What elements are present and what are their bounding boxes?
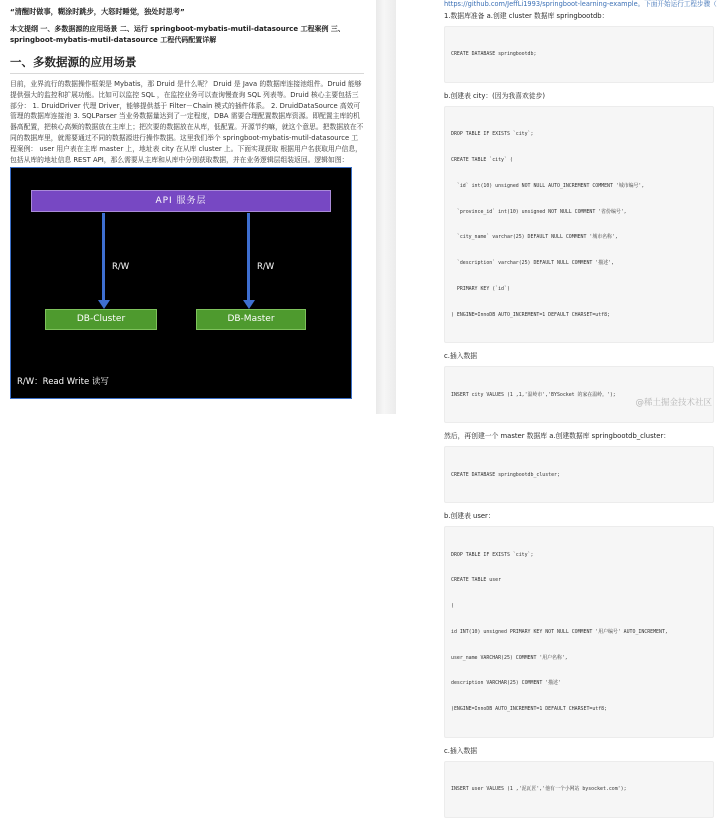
outline-summary: 本文提纲 一、多数据源的应用场景 二、运行 springboot-mybatis-mutil-datasource 工程案例 三、springboot-mybatis-mutil-datasource 工程代码配置详解 xyxy=(10,25,345,44)
left-page xyxy=(0,0,376,414)
code-line: CREATE DATABASE springbootdb; xyxy=(451,51,537,58)
site-watermark: @稀土掘金技术社区 xyxy=(635,398,712,408)
step-label: b.创建表 user： xyxy=(444,512,495,521)
code-block-create-user xyxy=(444,526,714,738)
api-service-layer-box: API 服务层 xyxy=(31,190,331,212)
code-line: DROP TABLE IF EXISTS `city`; xyxy=(451,551,534,558)
code-line: DROP TABLE IF EXISTS `city`; xyxy=(451,131,534,138)
architecture-diagram xyxy=(10,167,352,399)
page-gutter xyxy=(376,0,396,414)
step-label: c.插入数据 xyxy=(444,747,478,755)
section-heading: 一、多数据源的应用场景 xyxy=(10,55,137,69)
code-line: `province_id` int(10) unsigned NOT NULL COMMENT '省份编号', xyxy=(451,208,627,215)
epigraph-quote: “清醒时做事，糊涂时跳步，大怒时睡觉，独处时思考” xyxy=(10,7,185,16)
code-block-create-springbootdb xyxy=(444,26,714,83)
right-page xyxy=(396,0,720,793)
code-line: INSERT user VALUES (1 ,'泥瓦匠','他有一个小网站 bysocket.com'); xyxy=(451,786,627,793)
rw-label-left: R/W xyxy=(112,262,130,273)
code-line: ( xyxy=(451,603,454,610)
code-line: INSERT city VALUES (1 ,1,'温岭市','BYSocket 的家在温岭。'); xyxy=(451,391,616,398)
body-paragraph: 目前，业界流行的数据操作框架是 Mybatis，那 Druid 是什么呢？ Druid 是 Java 的数据库连接池组件。Druid 能够提供强大的监控和扩展功能。比如可以监控 SQL ，在监控业务可以查询慢查询 SQL 列表等。Druid 核心主要包括三部分： 1. DruidDriver 代理 Driver，能够提供基于 Filter－Chain 模式的插件体系。 2. DruidDataSource 高效可管理的数据库连接池 3. SQLParser 当业务数据量达到了一定程度，DBA 需要合理配置数据库资源。即配置主库的机器高配置，把核心高频的数据放在主库上；把次要的数据放在从库，低配置。开源节约嘛，就这个意思。把数据放在不同的数据库里，就需要通过不同的数据源进行操作数据。这里我们举个 springboot-mybatis-mutil-datasource 工程案例： user 用户表在主库 master 上，地址表 city 在从库 cluster 上。下面实现获取 根据用户名获取用户信息，包括从库的地址信息 REST API，那么需要从主库和从库中分别获取数据，并在业务逻辑层组装返回。逻辑如图： xyxy=(10,80,364,164)
step-label: 1.数据库准备 a.创建 cluster 数据库 springbootdb： xyxy=(444,12,609,20)
arrow-to-master xyxy=(247,213,250,301)
code-line: `description` varchar(25) DEFAULT NULL COMMENT '描述', xyxy=(451,260,614,267)
code-block-insert-user xyxy=(444,761,714,818)
diagram-caption: R/W：Read Write 读写 xyxy=(17,377,109,388)
heading-divider xyxy=(10,73,364,74)
code-line: id INT(10) unsigned PRIMARY KEY NOT NULL COMMENT '用户编号' AUTO_INCREMENT, xyxy=(451,628,668,635)
arrow-to-cluster xyxy=(102,213,105,301)
code-block-create-cluster-db xyxy=(444,446,714,503)
code-block-create-city xyxy=(444,106,714,343)
code-line: )ENGINE=InnoDB AUTO_INCREMENT=1 DEFAULT CHARSET=utf8; xyxy=(451,706,608,713)
db-master-box: DB-Master xyxy=(196,309,306,330)
code-line: CREATE TABLE `city` ( xyxy=(451,156,513,163)
code-line: ) ENGINE=InnoDB AUTO_INCREMENT=1 DEFAULT CHARSET=utf8; xyxy=(451,311,610,318)
step-label: 然后，再创建一个 master 数据库 a.创建数据库 springbootdb_cluster： xyxy=(444,432,671,441)
repo-url-link[interactable]: https://github.com/JeffLi1993/springboot-learning-example。下面开始运行工程步骤（ xyxy=(444,0,717,8)
arrow-head-master xyxy=(243,300,255,309)
rw-label-right: R/W xyxy=(257,262,275,273)
step-label: c.插入数据 xyxy=(444,352,478,361)
code-line: `city_name` varchar(25) DEFAULT NULL COMMENT '城市名称', xyxy=(451,234,618,241)
code-line: user_name VARCHAR(25) COMMENT '用户名称', xyxy=(451,654,568,661)
code-line: PRIMARY KEY (`id`) xyxy=(451,285,510,292)
code-line: CREATE DATABASE springbootdb_cluster; xyxy=(451,471,560,478)
code-block-insert-city xyxy=(444,366,714,423)
arrow-head-cluster xyxy=(98,300,110,309)
code-line: `id` int(10) unsigned NOT NULL AUTO_INCREMENT COMMENT '城市编号', xyxy=(451,182,645,189)
db-cluster-box: DB-Cluster xyxy=(45,309,157,330)
code-line: description VARCHAR(25) COMMENT '描述' xyxy=(451,680,561,687)
step-label: b.创建表 city：(因为我喜欢徒步) xyxy=(444,91,546,100)
code-line: CREATE TABLE user xyxy=(451,577,502,584)
